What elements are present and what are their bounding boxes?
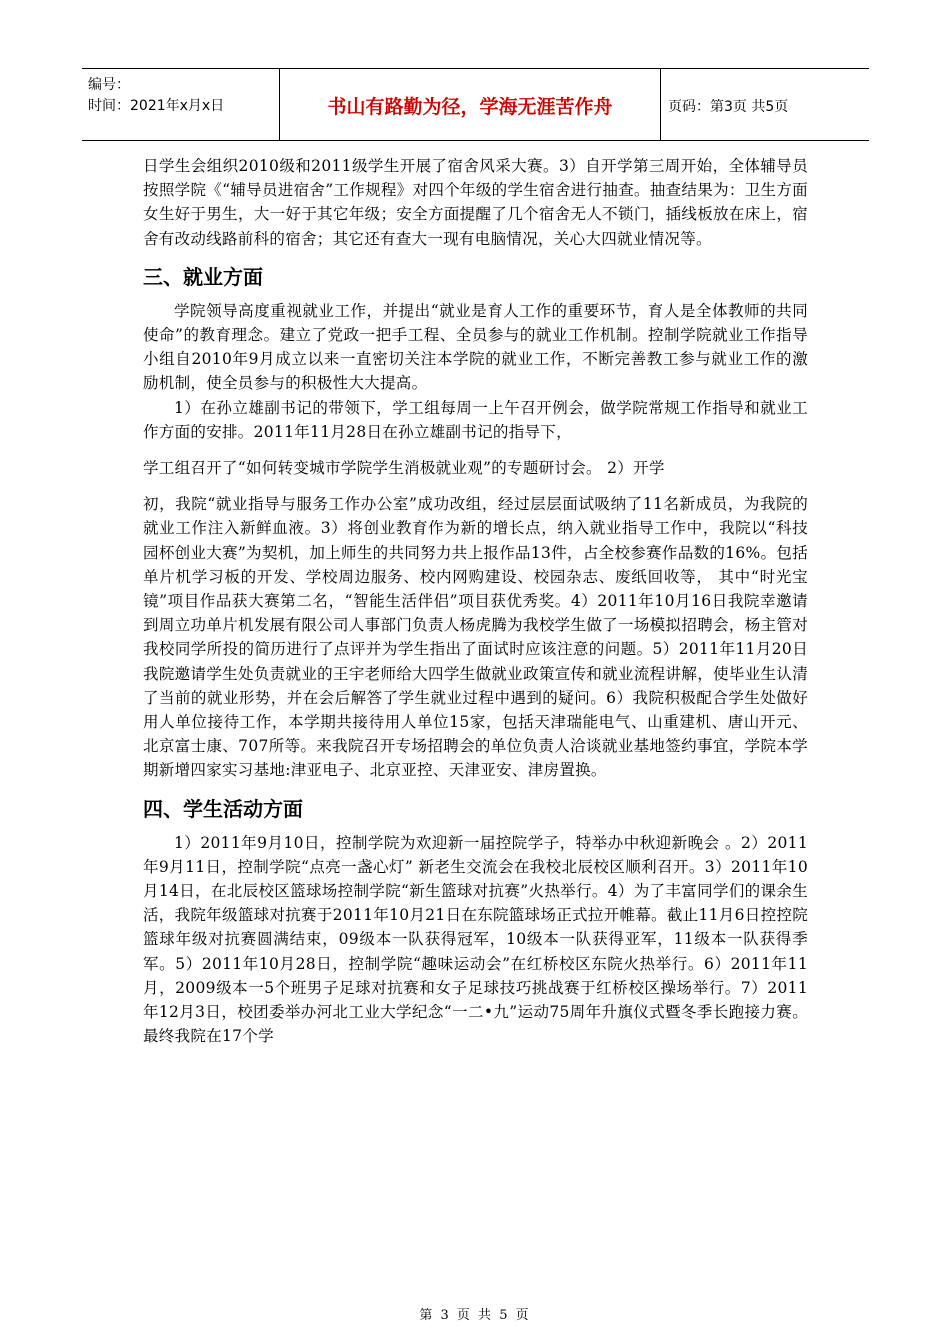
header-page-number: 页码：第3页 共5页 [668,98,789,115]
page-footer: 第 3 页 共 5 页 [419,1308,531,1323]
document-time-label: 时间：2021年x月x日 [88,98,225,114]
section-heading-employment: 三、就业方面 [143,264,263,289]
paragraph-activities: 1）2011年9月10日，控制学院为欢迎新一届控院学子，特举办中秋迎新晚会 。2）2011年9月11日，控制学院“点亮一盏心灯” 新老生交流会在我校北辰校区顺利召开。3）2011年10月14日，在北辰校区篮球场控制学院“新生篮球对抗赛”火热举行。4）为了丰富同学们的课余生活，我院年级篮球对抗赛于2011年10月21日在东院篮球场正式拉开帷幕。截止11月6日控控院篮球年级对抗赛圆满结束，09级本一队获得冠军，10级本一队获得亚军，11级本一队获得季军。5）2011年10月28日，控制学院“趣味运动会”在红桥校区东院火热举行。6）2011年11月，2009级本一5个班男子足球对抗赛和女子足球技巧挑战赛于红桥校区操场举行。7）2011年12月3日，校团委举办河北工业大学纪念“一二•九”运动75周年升旗仪式暨冬季长跑接力赛。最终我院在17个学 [143,833,808,1046]
paragraph-employment-1: 学院领导高度重视就业工作，并提出“就业是育人工作的重要环节，育人是全体教师的共同使命”的教育理念。建立了党政一把手工程、全员参与的就业工作机制。控制学院就业工作指导小组自2010年9月成立以来一直密切关注本学院的就业工作，不断完善教工参与就业工作的激励机制，使全员参与的积极性大大提高。 [143,301,808,393]
header-motto: 书山有路勤为径，学海无涯苦作舟 [280,69,661,140]
paragraph-employment-2: 1）在孙立雄副书记的带领下，学工组每周一上午召开例会，做学院常规工作指导和就业工作方面的安排。2011年11月28日在孙立雄副书记的指导下， [143,398,808,441]
paragraph-employment-4: 初，我院“就业指导与服务工作办公室”成功改组，经过层层面试吸纳了11名新成员，为我院的就业工作注入新鲜血液。3）将创业教育作为新的增长点，纳入就业指导工作中，我院以“科技园杯创业大赛”为契机，加上师生的共同努力共上报作品13件，占全校参赛作品数的16%。包括单片机学习板的开发、学校周边服务、校内网购建设、校园杂志、废纸回收等， 其中“时光宝镜”项目作品获大赛第二名，“智能生活伴侣”项目获优秀奖。4）2011年10月16日我院幸邀请到周立功单片机发展有限公司人事部门负责人杨虎腾为我校学生做了一场模拟招聘会，杨主管对我校同学所投的简历进行了点评并为学生指出了面试时应该注意的问题。5）2011年11月20日我院邀请学生处负责就业的王宇老师给大四学生做就业政策宣传和就业流程讲解，使毕业生认清了当前的就业形势，并在会后解答了学生就业过程中遇到的疑问。6）我院积极配合学生处做好用人单位接待工作，本学期共接待用人单位15家，包括天津瑞能电气、山重建机、唐山开元、北京富士康、707所等。来我院召开专场招聘会的单位负责人洽谈就业基地签约事宜，学院本学期新增四家实习基地:津亚电子、北京亚控、天津亚安、津房置换。 [143,495,808,780]
document-body [143,154,808,1049]
paragraph-intro: 日学生会组织2010级和2011级学生开展了宿舍风采大赛。3）自开学第三周开始，全体辅导员按照学院《“辅导员进宿舍”工作规程》对四个年级的学生宿舍进行抽查。抽查结果为：卫生方面女生好于男生，大一好于其它年级；安全方面提醒了几个宿舍无人不锁门，插线板放在床上，宿舍有改动线路前科的宿舍；其它还有查大一现有电脑情况，关心大四就业情况等。 [143,157,808,248]
page-header [82,68,869,141]
section-heading-activities: 四、学生活动方面 [143,796,303,821]
document-number-label: 编号： [88,77,130,93]
paragraph-employment-3: 学工组召开了“如何转变城市学院学生消极就业观”的专题研讨会。 2）开学 [143,459,665,478]
header-meta [82,69,280,140]
